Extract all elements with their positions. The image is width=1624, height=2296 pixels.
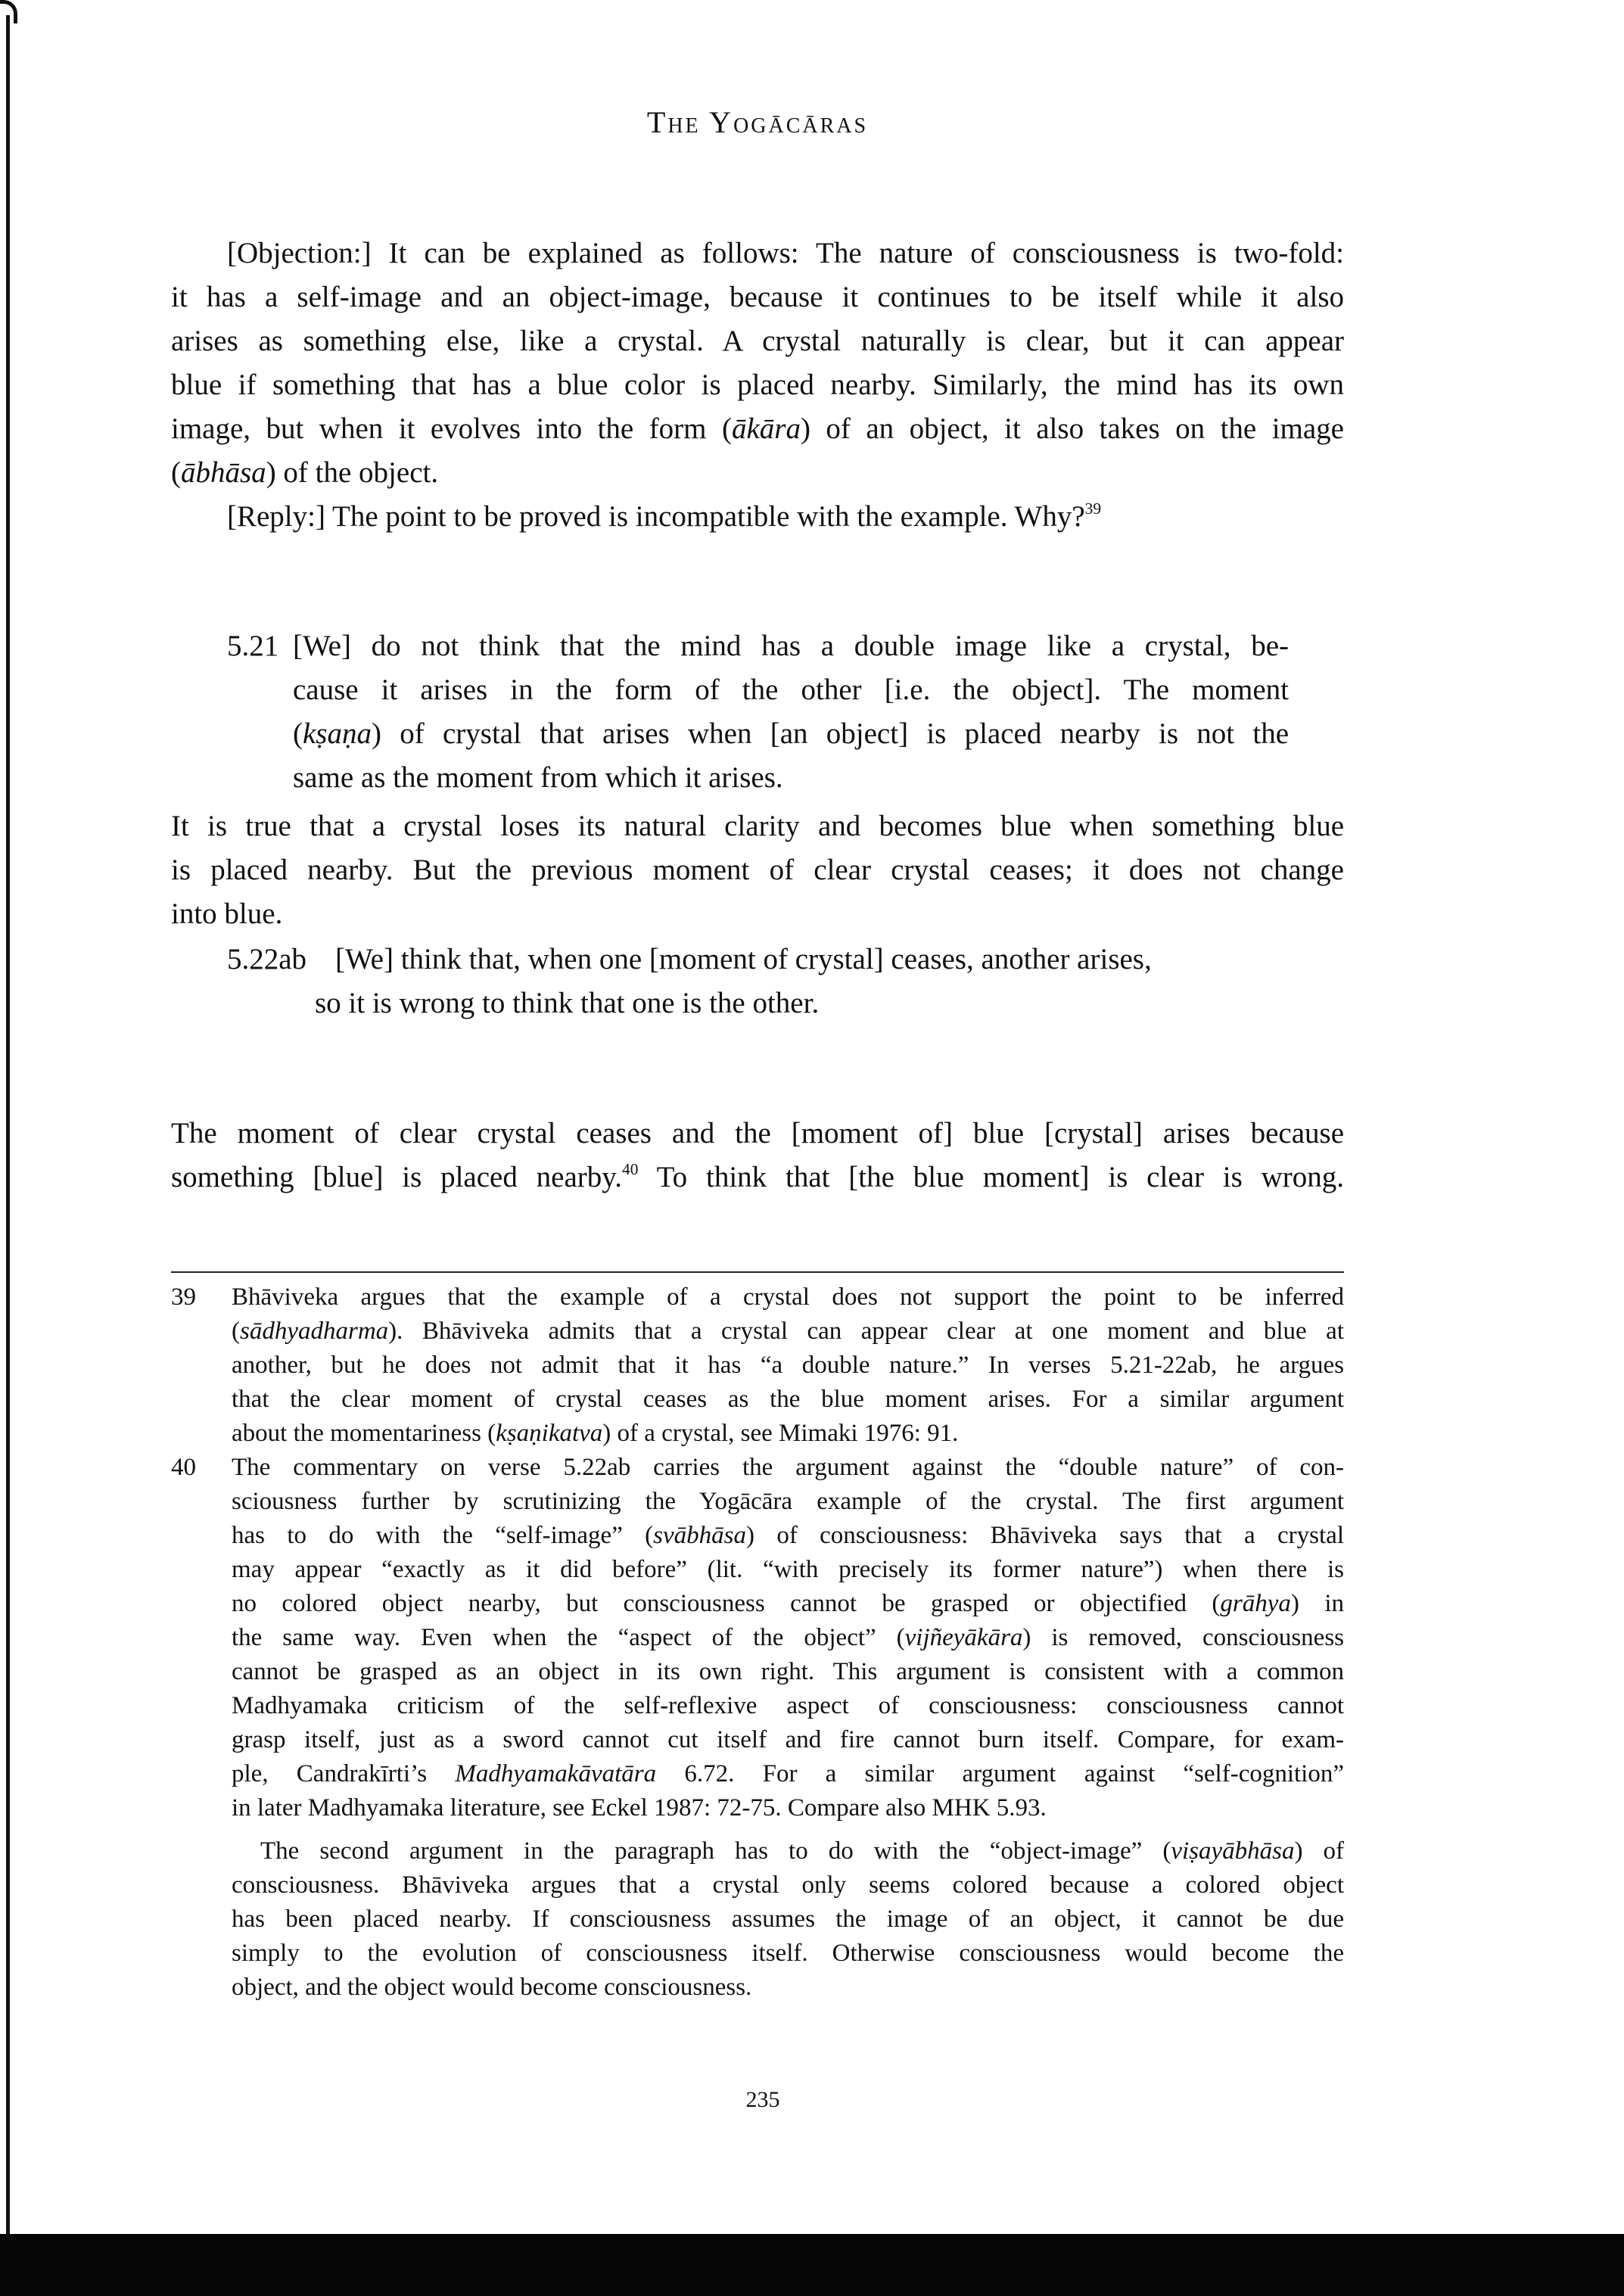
text-run: blue if something that has a blue color is placed nearby. Similarly, the mind has its own (171, 369, 1344, 401)
paragraph-crystal-clarity (171, 804, 1344, 936)
text-run: image, but when it evolves into the form ( (171, 412, 732, 445)
text-run: [We] think that, when one [moment of crystal] ceases, another arises, (335, 943, 1152, 975)
text-line (171, 363, 1344, 407)
text-line (232, 1553, 1344, 1587)
running-head: The Yogācāras (646, 105, 869, 139)
text-run: object, and the object would become consciousness. (232, 1974, 752, 2001)
text-run: ) of a crystal, see Mimaki 1976: 91. (602, 1420, 959, 1447)
text-line (232, 1485, 1344, 1519)
text-line (171, 451, 1344, 495)
text-run: ) is removed, consciousness (1022, 1624, 1344, 1651)
text-run: 6.72. For a similar argument against “self-cognition” (656, 1760, 1344, 1787)
footnote-number-40: 40 (171, 1454, 196, 1481)
text-run: that the clear moment of crystal ceases as the blue moment arises. For a similar argument (232, 1386, 1344, 1413)
text-run: ) of an object, it also takes on the image (800, 412, 1344, 445)
text-line (232, 1655, 1344, 1689)
text-line (232, 1971, 1344, 2005)
text-run: the same way. Even when the “aspect of the object” ( (232, 1624, 905, 1651)
text-run: about the momentariness ( (232, 1420, 496, 1447)
text-run: ). Bhāviveka admits that a crystal can appear clear at one moment and blue at (388, 1318, 1344, 1345)
italic-term: Madhyamakāvatāra (455, 1760, 657, 1787)
italic-term: viṣayābhāsa (1171, 1837, 1295, 1865)
italic-term: svābhāsa (653, 1522, 747, 1549)
text-run: Bhāviveka argues that the example of a crystal does not support the point to be inferred (232, 1283, 1344, 1311)
text-run: in later Madhyamaka literature, see Eckel 1987: 72-75. Compare also MHK 5.93. (232, 1794, 1047, 1822)
footnote-rule (171, 1271, 1344, 1273)
text-run: so it is wrong to think that one is the other. (315, 987, 820, 1019)
text-run: no colored object nearby, but consciousness cannot be grasped or objectified ( (232, 1590, 1221, 1617)
text-line (232, 1587, 1344, 1621)
italic-term: ābhāsa (181, 456, 266, 489)
text-run: [Reply:] The point to be proved is incompatible with the example. Why? (227, 500, 1085, 533)
text-run: same as the moment from which it arises. (293, 761, 783, 794)
text-line (171, 495, 1344, 539)
footnote-number-39: 39 (171, 1283, 196, 1311)
text-run: ) in (1290, 1590, 1344, 1617)
paragraph-objection (171, 232, 1344, 539)
verse-number-5-21: 5.21 (227, 630, 279, 662)
italic-term: grāhya (1220, 1590, 1291, 1617)
text-line (293, 756, 1289, 800)
footnote-40 (232, 1451, 1344, 1825)
page-left-edge-shadow (6, 15, 10, 2236)
text-run: has been placed nearby. If consciousness assumes the image of an object, it cannot be due (232, 1906, 1344, 1933)
text-line (232, 1451, 1344, 1485)
text-run: cannot be grasped as an object in its own right. This argument is consistent with a common (232, 1658, 1344, 1685)
text-line (171, 275, 1344, 319)
text-run: grasp itself, just as a sword cannot cut itself and fire cannot burn itself. Compare, for exam- (232, 1726, 1344, 1753)
text-line (171, 892, 1344, 936)
footnote-reference: 40 (622, 1159, 639, 1178)
text-run: simply to the evolution of consciousness itself. Otherwise consciousness would become the (232, 1940, 1344, 1967)
text-run: ( (171, 456, 181, 489)
text-line (232, 1902, 1344, 1937)
text-line (293, 938, 1337, 982)
italic-term: kṣaṇikatva (496, 1420, 603, 1447)
text-run: ) of (1294, 1837, 1345, 1865)
text-run: is placed nearby. But the previous moment of clear crystal ceases; it does not change (171, 854, 1344, 886)
italic-term: ākāra (731, 412, 801, 445)
text-run: The commentary on verse 5.22ab carries the argument against the “double nature” of con- (232, 1454, 1344, 1481)
footnote-39 (232, 1280, 1344, 1451)
text-run: consciousness. Bhāviveka argues that a crystal only seems colored because a colored object (232, 1871, 1344, 1899)
text-run: arises as something else, like a crystal. A crystal naturally is clear, but it can appear (171, 325, 1344, 357)
italic-term: vijñeyākāra (904, 1624, 1023, 1651)
text-run: ) of crystal that arises when [an object] is placed nearby is not the (372, 717, 1289, 750)
text-line (232, 1937, 1344, 1971)
verse-number-5-22ab: 5.22ab (227, 943, 307, 975)
text-line (293, 624, 1289, 668)
text-run: It is true that a crystal loses its natural clarity and becomes blue when something blue (171, 810, 1344, 842)
text-run: something [blue] is placed nearby. (171, 1161, 623, 1193)
text-run: [We] do not think that the mind has a double image like a crystal, be- (293, 630, 1289, 662)
text-run: The second argument in the paragraph has to do with the “object-image” ( (260, 1837, 1171, 1865)
text-line (293, 982, 1337, 1025)
text-line (232, 1868, 1344, 1902)
text-line (171, 804, 1344, 848)
text-line (232, 1791, 1344, 1825)
text-line (232, 1621, 1344, 1655)
verse-5-21 (293, 624, 1289, 800)
text-line (232, 1417, 1344, 1451)
text-run: cause it arises in the form of the other [i.e. the object]. The moment (293, 674, 1289, 706)
text-line (171, 232, 1344, 275)
text-line (232, 1519, 1344, 1553)
verse-5-22ab (293, 938, 1337, 1025)
text-run: Madhyamaka criticism of the self-reflexive aspect of consciousness: consciousness cannot (232, 1692, 1344, 1719)
text-line (232, 1383, 1344, 1417)
text-run: it has a self-image and an object-image, because it continues to be itself while it also (171, 281, 1344, 313)
italic-term: kṣaṇa (303, 717, 372, 750)
text-run: may appear “exactly as it did before” (lit. “with precisely its former nature”) when there is (232, 1556, 1344, 1583)
italic-term: sādhyadharma (240, 1318, 389, 1345)
footnote-40-second-paragraph (232, 1834, 1344, 2005)
text-line (232, 1280, 1344, 1314)
text-line (293, 668, 1289, 712)
text-run: ple, Candrakīrti’s (232, 1760, 456, 1787)
text-line (232, 1349, 1344, 1383)
page-number-wrap (0, 2087, 1624, 2113)
text-line (171, 319, 1344, 363)
text-line (232, 1689, 1344, 1723)
text-line (171, 848, 1344, 892)
paragraph-moment-ceases (171, 1112, 1344, 1199)
text-line (232, 1723, 1344, 1757)
text-run: ( (293, 717, 303, 750)
text-line (171, 407, 1344, 451)
text-run: has to do with the “self-image” ( (232, 1522, 654, 1549)
text-line (232, 1757, 1344, 1791)
text-run: sciousness further by scrutinizing the Yogācāra example of the crystal. The first argument (232, 1488, 1344, 1515)
text-run: ) of consciousness: Bhāviveka says that a crystal (746, 1522, 1344, 1549)
text-run: [Objection:] It can be explained as follows: The nature of consciousness is two-fold: (227, 237, 1344, 269)
footnote-reference: 39 (1084, 499, 1102, 518)
text-run: ) of the object. (266, 456, 439, 489)
text-run: into blue. (171, 898, 283, 930)
scan-bottom-border (0, 2234, 1624, 2296)
text-run: another, but he does not admit that it has “a double nature.” In verses 5.21-22ab, he argues (232, 1352, 1344, 1379)
text-line (232, 1314, 1344, 1349)
text-line (171, 1112, 1344, 1156)
text-line (232, 1834, 1344, 1868)
text-run: The moment of clear crystal ceases and the [moment of] blue [crystal] arises because (171, 1117, 1344, 1150)
text-line (293, 712, 1289, 756)
text-line (171, 1156, 1344, 1199)
text-run: ( (232, 1318, 240, 1345)
text-run: To think that [the blue moment] is clear is wrong. (638, 1161, 1344, 1193)
page-number: 235 (745, 2087, 780, 2112)
